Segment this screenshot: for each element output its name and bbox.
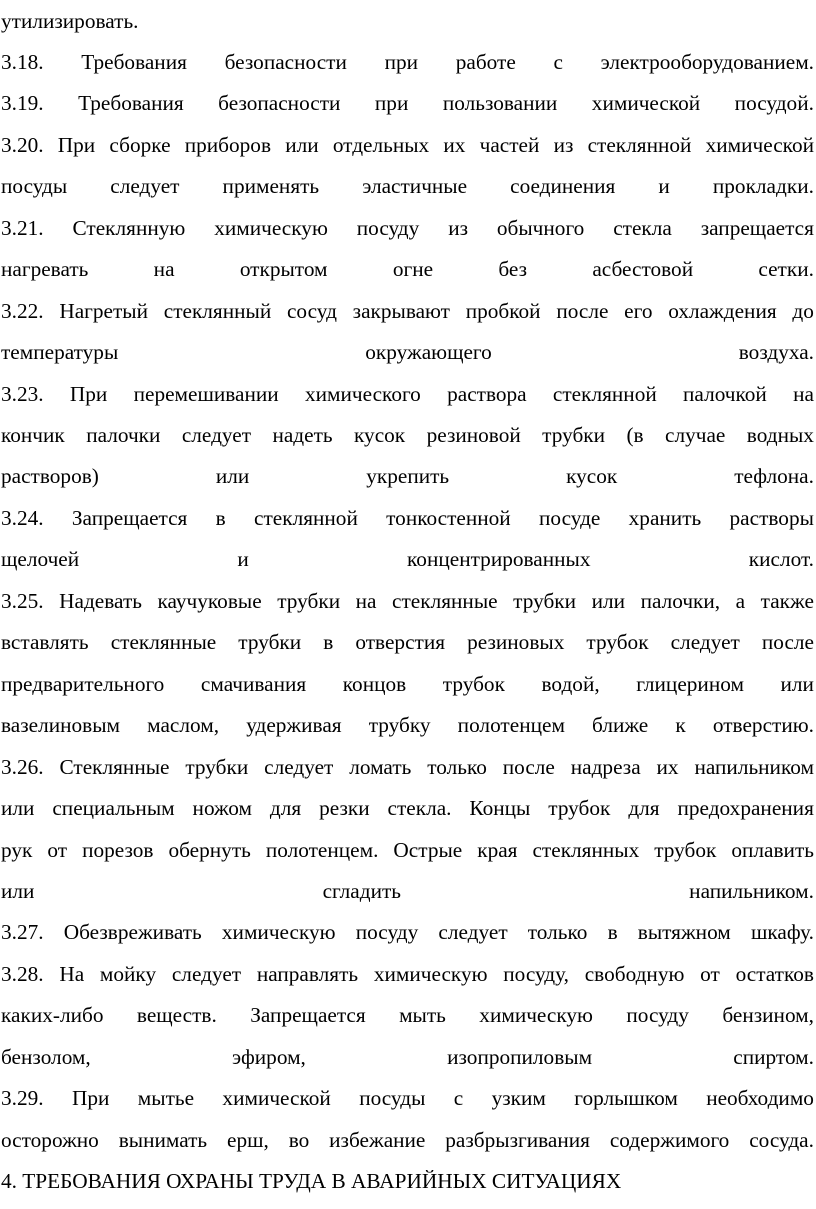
word: стекла. bbox=[387, 796, 452, 821]
word: химическую bbox=[373, 961, 488, 986]
word: Острые bbox=[393, 837, 463, 862]
word: растворы bbox=[729, 505, 814, 530]
text-line-18 bbox=[1, 704, 814, 746]
word: а bbox=[735, 588, 746, 613]
word: 3.18. bbox=[1, 49, 44, 74]
word: сосуд bbox=[286, 298, 337, 323]
word: При bbox=[69, 381, 108, 406]
word: или bbox=[591, 588, 626, 613]
text-line-23 bbox=[1, 911, 814, 953]
word: электрооборудованием. bbox=[600, 49, 814, 74]
word: трубку bbox=[368, 713, 431, 738]
text-line-8 bbox=[1, 290, 814, 332]
word: укрепить bbox=[366, 464, 450, 489]
word: обычного bbox=[496, 215, 585, 240]
word: содержимого bbox=[609, 1127, 730, 1152]
word: 3.27. bbox=[1, 920, 44, 945]
word: концов bbox=[342, 671, 407, 696]
word: трубок bbox=[548, 796, 611, 821]
word: направлять bbox=[256, 961, 359, 986]
word: шкафу. bbox=[750, 920, 814, 945]
word: или bbox=[1, 878, 35, 903]
word: стеклянной bbox=[254, 505, 358, 530]
word: трубки bbox=[277, 588, 341, 613]
word: закрывают bbox=[352, 298, 450, 323]
word: при bbox=[384, 49, 419, 74]
word: пользовании bbox=[442, 91, 558, 116]
text-line-14 bbox=[1, 538, 814, 580]
word: 3.21. bbox=[1, 215, 44, 240]
text-line-21 bbox=[1, 829, 814, 871]
word: для bbox=[269, 796, 302, 821]
word: частей bbox=[479, 132, 540, 157]
word: необходимо bbox=[706, 1086, 814, 1111]
word: глицерином bbox=[636, 671, 744, 696]
word: бензином, bbox=[722, 1003, 814, 1028]
word: их bbox=[443, 132, 466, 157]
word: При bbox=[71, 1086, 110, 1111]
text-line-10 bbox=[1, 373, 814, 415]
word: оплавить bbox=[731, 837, 814, 862]
word: кусок bbox=[566, 464, 618, 489]
word: 3.25. bbox=[1, 588, 44, 613]
word: изопропиловым bbox=[447, 1044, 593, 1069]
word: (в bbox=[626, 423, 644, 447]
word: 3.19. bbox=[1, 91, 44, 116]
word: в bbox=[323, 630, 334, 655]
word: тонкостенной bbox=[386, 505, 511, 530]
word: трубки bbox=[185, 754, 249, 779]
word: 3.28. bbox=[1, 961, 44, 986]
word: разбрызгивания bbox=[445, 1127, 590, 1152]
word: с bbox=[553, 49, 563, 74]
word: посуды bbox=[359, 1086, 426, 1111]
text-line-5 bbox=[1, 165, 814, 207]
word: веществ. bbox=[136, 1003, 217, 1028]
word: остатков bbox=[735, 961, 814, 986]
word: кислот. bbox=[748, 547, 814, 572]
word: трубок bbox=[654, 837, 717, 862]
word: стекла bbox=[613, 215, 672, 240]
word: водных bbox=[746, 423, 814, 447]
word: хранить bbox=[628, 505, 702, 530]
text-line-15 bbox=[1, 580, 814, 622]
word: посуду bbox=[626, 1003, 689, 1028]
word: сборке bbox=[109, 132, 171, 157]
word: посуде bbox=[539, 505, 601, 530]
word: Обезвреживать bbox=[63, 920, 202, 945]
word: к bbox=[675, 713, 686, 738]
word: каких-либо bbox=[1, 1003, 104, 1028]
word: резки bbox=[319, 796, 370, 821]
word: палочки bbox=[86, 423, 161, 447]
word: узким bbox=[491, 1086, 546, 1111]
word: 3.29. bbox=[1, 1086, 44, 1111]
word: посудой. bbox=[734, 91, 814, 116]
word: ломать bbox=[349, 754, 412, 779]
text-line-26 bbox=[1, 1036, 814, 1078]
word: прокладки. bbox=[712, 174, 814, 199]
word: сосуда. bbox=[749, 1127, 814, 1152]
word: 3.26. bbox=[1, 754, 44, 779]
word: растворов) bbox=[1, 464, 99, 489]
word: химическую bbox=[214, 215, 328, 240]
word: следует bbox=[264, 754, 334, 779]
word: раствора bbox=[447, 381, 527, 406]
word: ближе bbox=[592, 713, 649, 738]
word: тефлона. bbox=[734, 464, 814, 489]
word: химической bbox=[222, 1086, 331, 1111]
word: сгладить bbox=[322, 878, 402, 903]
word: осторожно bbox=[1, 1127, 99, 1152]
text-line-1: утилизировать. bbox=[1, 8, 139, 33]
word: температуры bbox=[1, 340, 119, 365]
word: безопасности bbox=[224, 49, 347, 74]
text-line-2 bbox=[1, 41, 814, 83]
word: кусок bbox=[354, 423, 406, 447]
word: следует bbox=[438, 920, 508, 945]
word: сетки. bbox=[758, 257, 814, 282]
word: эластичные bbox=[362, 174, 468, 199]
word: порезов bbox=[82, 837, 154, 862]
word: специальным bbox=[52, 796, 175, 821]
word: края bbox=[477, 837, 518, 862]
word: мытье bbox=[137, 1086, 195, 1111]
text-line-24 bbox=[1, 953, 814, 995]
word: случае bbox=[665, 423, 726, 447]
word: из bbox=[553, 132, 574, 157]
word: асбестовой bbox=[592, 257, 694, 282]
word: Стеклянную bbox=[72, 215, 186, 240]
word: безопасности bbox=[218, 91, 341, 116]
word: 3.22. bbox=[1, 298, 44, 323]
word: полотенцем. bbox=[265, 837, 379, 862]
word: Запрещается bbox=[250, 1003, 366, 1028]
word: после bbox=[502, 754, 555, 779]
word: только bbox=[527, 920, 588, 945]
word: отверстия bbox=[355, 630, 446, 655]
word: эфиром, bbox=[231, 1044, 306, 1069]
word: посуды bbox=[1, 174, 68, 199]
word: после bbox=[761, 630, 814, 655]
word: стеклянной bbox=[587, 132, 692, 157]
word: стеклянные bbox=[110, 630, 217, 655]
word: без bbox=[498, 257, 528, 282]
word: только bbox=[427, 754, 487, 779]
word: следует bbox=[181, 423, 252, 447]
word: напильником bbox=[694, 754, 814, 779]
text-line-16 bbox=[1, 621, 814, 663]
word: 3.20. bbox=[1, 132, 44, 157]
word: посуду, bbox=[503, 961, 569, 986]
word: или bbox=[215, 464, 250, 489]
word: спиртом. bbox=[733, 1044, 814, 1069]
word: или bbox=[1, 796, 35, 821]
word: Нагретый bbox=[59, 298, 149, 323]
word: с bbox=[453, 1086, 464, 1111]
word: Запрещается bbox=[71, 505, 188, 530]
word: водой, bbox=[541, 671, 600, 696]
word: охлаждения bbox=[668, 298, 777, 323]
word: резиновой bbox=[426, 423, 521, 447]
word: химической bbox=[591, 91, 701, 116]
word: химическую bbox=[479, 1003, 593, 1028]
word: напильником. bbox=[689, 878, 814, 903]
word: предохранения bbox=[677, 796, 814, 821]
word: на bbox=[153, 257, 175, 282]
word: отдельных bbox=[332, 132, 430, 157]
word: от bbox=[700, 961, 720, 986]
word: трубок bbox=[442, 671, 505, 696]
word: стеклянной bbox=[552, 381, 657, 406]
word: посуду bbox=[356, 215, 420, 240]
word: Требования bbox=[78, 91, 184, 116]
word: вазелиновым bbox=[1, 713, 121, 738]
word: на bbox=[355, 588, 377, 613]
text-line-28 bbox=[1, 1119, 814, 1161]
word: химического bbox=[304, 381, 421, 406]
word: Концы bbox=[469, 796, 531, 821]
word: также bbox=[760, 588, 814, 613]
word: огне bbox=[392, 257, 434, 282]
word: отверстию. bbox=[712, 713, 814, 738]
word: При bbox=[57, 132, 96, 157]
word: На bbox=[59, 961, 85, 986]
text-line-22 bbox=[1, 870, 814, 912]
text-line-27 bbox=[1, 1077, 814, 1119]
word: ножом bbox=[192, 796, 252, 821]
word: в bbox=[215, 505, 226, 530]
word: приборов bbox=[184, 132, 271, 157]
word: или bbox=[780, 671, 814, 696]
word: бензолом, bbox=[1, 1044, 91, 1069]
text-line-12 bbox=[1, 455, 814, 497]
word: маслом, bbox=[147, 713, 220, 738]
word: концентрированных bbox=[407, 547, 591, 572]
text-line-7 bbox=[1, 248, 814, 290]
word: палочкой bbox=[683, 381, 767, 406]
word: стеклянные bbox=[392, 588, 498, 613]
word: следует bbox=[110, 174, 180, 199]
word: следует bbox=[670, 630, 740, 655]
word: резиновых bbox=[467, 630, 565, 655]
word: палочки, bbox=[640, 588, 721, 613]
word: Надевать bbox=[59, 588, 142, 613]
text-line-17 bbox=[1, 663, 814, 705]
word: для bbox=[628, 796, 660, 821]
word: или bbox=[285, 132, 319, 157]
word: запрещается bbox=[700, 215, 814, 240]
text-line-4 bbox=[1, 124, 814, 166]
word: из bbox=[448, 215, 468, 240]
word: вставлять bbox=[1, 630, 89, 655]
word: трубки bbox=[542, 423, 606, 447]
word: обернуть bbox=[168, 837, 251, 862]
word: удерживая bbox=[246, 713, 342, 738]
text-line-20 bbox=[1, 787, 814, 829]
word: Стеклянные bbox=[59, 754, 170, 779]
word: трубки bbox=[513, 588, 577, 613]
word: избежание bbox=[329, 1127, 426, 1152]
word: смачивания bbox=[200, 671, 307, 696]
word: перемешивании bbox=[133, 381, 279, 406]
word: 3.23. bbox=[1, 381, 44, 406]
word: щелочей bbox=[1, 547, 80, 572]
word: ерш, bbox=[227, 1127, 269, 1152]
word: и bbox=[658, 174, 670, 199]
word: при bbox=[374, 91, 409, 116]
word: рук bbox=[1, 837, 33, 862]
word: нагревать bbox=[1, 257, 89, 282]
word: трубки bbox=[238, 630, 302, 655]
word: надреза bbox=[570, 754, 641, 779]
word: полотенцем bbox=[457, 713, 565, 738]
word: во bbox=[288, 1127, 310, 1152]
word: стеклянных bbox=[532, 837, 640, 862]
word: окружающего bbox=[365, 340, 492, 365]
word: Требования bbox=[81, 49, 187, 74]
word: свободную bbox=[584, 961, 685, 986]
text-line-6 bbox=[1, 207, 814, 249]
word: соединения bbox=[510, 174, 616, 199]
word: трубок bbox=[586, 630, 649, 655]
word: после bbox=[556, 298, 609, 323]
word: пробкой bbox=[465, 298, 541, 323]
text-line-19 bbox=[1, 746, 814, 788]
word: вынимать bbox=[118, 1127, 208, 1152]
word: в bbox=[607, 920, 618, 945]
word: следует bbox=[171, 961, 242, 986]
text-line-13 bbox=[1, 497, 814, 539]
word: горлышком bbox=[574, 1086, 678, 1111]
word: вытяжном bbox=[637, 920, 731, 945]
word: посуду bbox=[355, 920, 419, 945]
word: каучуковые bbox=[157, 588, 262, 613]
word: воздуха. bbox=[738, 340, 814, 365]
word: работе bbox=[455, 49, 516, 74]
text-line-11 bbox=[1, 414, 814, 456]
section-heading: 4. ТРЕБОВАНИЯ ОХРАНЫ ТРУДА В АВАРИЙНЫХ СИТУАЦИЯХ bbox=[1, 1169, 622, 1194]
word: от bbox=[47, 837, 68, 862]
word: и bbox=[237, 547, 249, 572]
word: открытом bbox=[239, 257, 328, 282]
word: их bbox=[656, 754, 679, 779]
word: мойку bbox=[99, 961, 157, 986]
word: применять bbox=[222, 174, 320, 199]
word: кончик bbox=[1, 423, 65, 447]
word: 3.24. bbox=[1, 505, 44, 530]
word: до bbox=[792, 298, 814, 323]
word: надеть bbox=[272, 423, 333, 447]
text-line-3 bbox=[1, 82, 814, 124]
word: химической bbox=[705, 132, 814, 157]
word: предварительного bbox=[1, 671, 165, 696]
word: мыть bbox=[399, 1003, 446, 1028]
word: химическую bbox=[221, 920, 336, 945]
word: на bbox=[793, 381, 814, 406]
word: стеклянный bbox=[163, 298, 272, 323]
text-line-9 bbox=[1, 331, 814, 373]
word: его bbox=[624, 298, 653, 323]
text-line-25 bbox=[1, 994, 814, 1036]
